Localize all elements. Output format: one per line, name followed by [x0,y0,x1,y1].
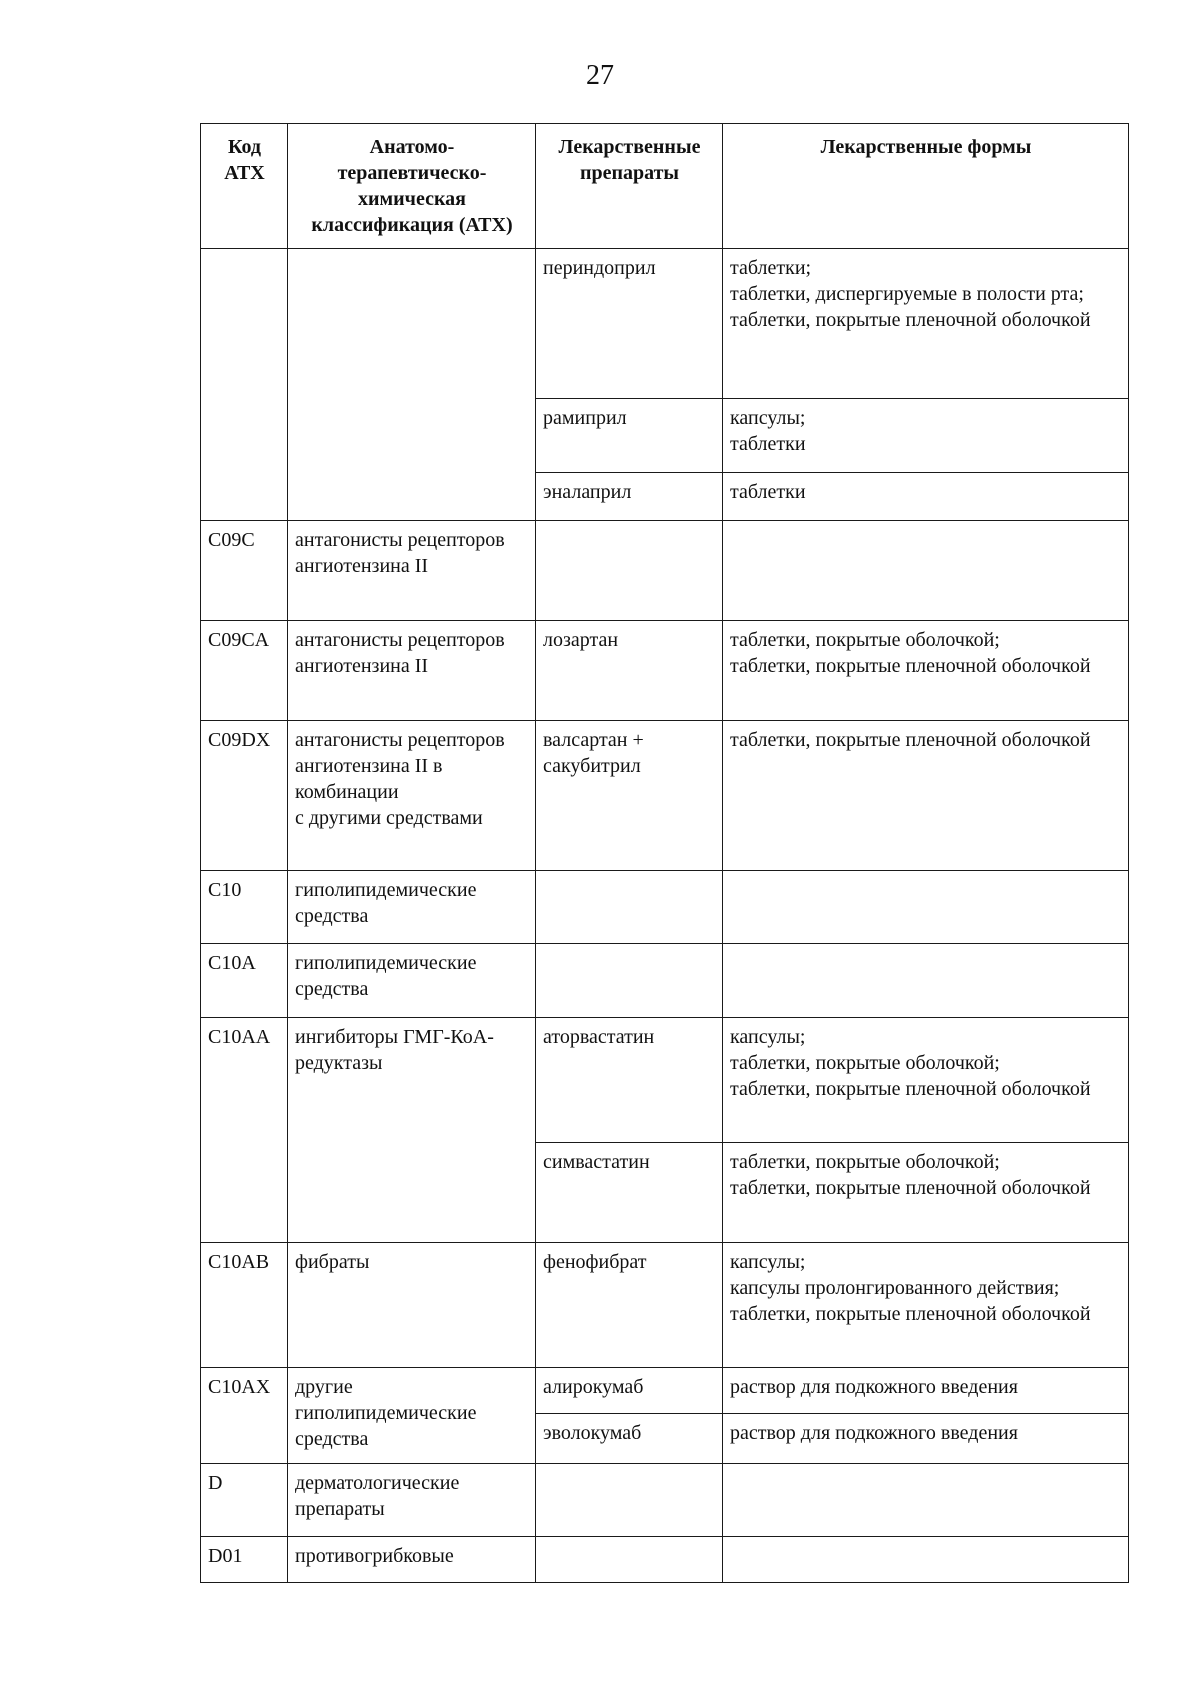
classification-cell: гиполипидемические средства [288,871,536,944]
table-header-row [201,124,1129,249]
classification-cell: другие гиполипидемические средства [288,1368,536,1464]
forms-cell [723,944,1129,1018]
code-cell: D [201,1464,288,1537]
forms-cell: таблетки; таблетки, диспергируемые в полости рта; таблетки, покрытые пленочной оболочкой [723,249,1129,399]
forms-cell: капсулы; таблетки [723,399,1129,473]
table-row [201,621,1129,721]
drug-cell: валсартан + сакубитрил [536,721,723,871]
classification-cell: гиполипидемические средства [288,944,536,1018]
header-forms: Лекарственные формы [723,124,1129,249]
header-code: Код АТХ [201,124,288,249]
classification-cell [288,249,536,521]
drug-cell: лозартан [536,621,723,721]
drug-cell [536,1537,723,1583]
forms-cell [723,1537,1129,1583]
code-cell: D01 [201,1537,288,1583]
table-row [201,871,1129,944]
page-number: 27 [586,60,614,91]
forms-cell: капсулы; таблетки, покрытые оболочкой; таблетки, покрытые пленочной оболочкой [723,1018,1129,1143]
code-cell [201,249,288,521]
code-cell: C10A [201,944,288,1018]
forms-cell [723,521,1129,621]
code-cell: C10AB [201,1243,288,1368]
forms-cell [723,1464,1129,1537]
code-cell: C10AX [201,1368,288,1464]
code-cell: C09CA [201,621,288,721]
classification-cell: фибраты [288,1243,536,1368]
classification-cell: дерматологические препараты [288,1464,536,1537]
table-row [201,1018,1129,1143]
classification-cell: антагонисты рецепторов ангиотензина II [288,521,536,621]
table-row [201,249,1129,399]
forms-cell: таблетки, покрытые оболочкой; таблетки, покрытые пленочной оболочкой [723,1143,1129,1243]
forms-cell [723,871,1129,944]
table-row [201,1464,1129,1537]
table-row [201,1243,1129,1368]
code-cell: C09DX [201,721,288,871]
drug-cell: периндоприл [536,249,723,399]
code-cell: C10 [201,871,288,944]
header-classification: Анатомо- терапевтическо- химическая классификация (АТХ) [288,124,536,249]
forms-cell: таблетки [723,473,1129,521]
drug-cell: эналаприл [536,473,723,521]
drug-cell: алирокумаб [536,1368,723,1414]
drug-cell: эволокумаб [536,1414,723,1464]
table-row [201,1368,1129,1414]
drug-cell: симвастатин [536,1143,723,1243]
classification-cell: ингибиторы ГМГ-КоА-редуктазы [288,1018,536,1243]
drug-cell [536,521,723,621]
table-row [201,944,1129,1018]
classification-cell: антагонисты рецепторов ангиотензина II [288,621,536,721]
table-row [201,521,1129,621]
forms-cell: таблетки, покрытые пленочной оболочкой [723,721,1129,871]
classification-cell: антагонисты рецепторов ангиотензина II в комбинации с другими средствами [288,721,536,871]
drug-cell: фенофибрат [536,1243,723,1368]
forms-cell: раствор для подкожного введения [723,1368,1129,1414]
drug-cell [536,1464,723,1537]
atx-table [200,123,1129,1583]
drug-cell [536,944,723,1018]
code-cell: C09C [201,521,288,621]
forms-cell: таблетки, покрытые оболочкой; таблетки, покрытые пленочной оболочкой [723,621,1129,721]
forms-cell: раствор для подкожного введения [723,1414,1129,1464]
code-cell: C10AA [201,1018,288,1243]
drug-cell: аторвастатин [536,1018,723,1143]
table-row [201,1537,1129,1583]
forms-cell: капсулы; капсулы пролонгированного действия; таблетки, покрытые пленочной оболочкой [723,1243,1129,1368]
classification-cell: противогрибковые [288,1537,536,1583]
drug-cell [536,871,723,944]
drug-cell: рамиприл [536,399,723,473]
header-drugs: Лекарственные препараты [536,124,723,249]
table-row [201,721,1129,871]
